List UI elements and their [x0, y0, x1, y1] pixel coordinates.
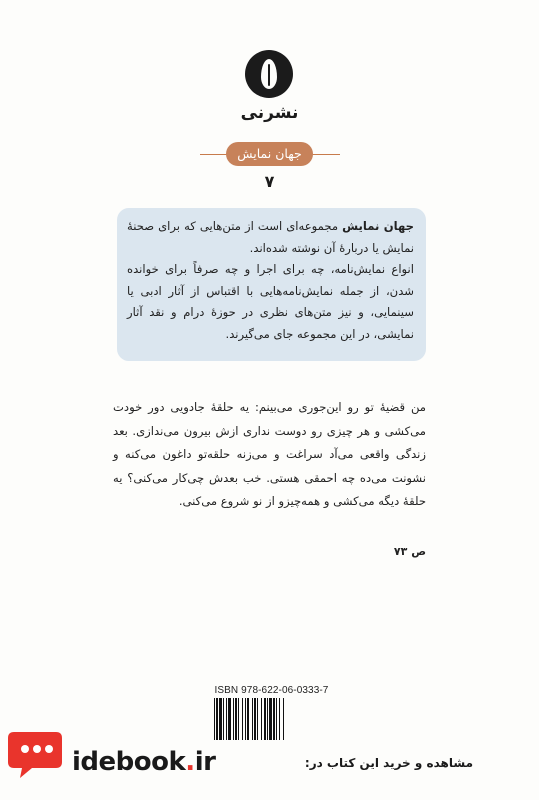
- watermark-brand-dot: .: [185, 747, 195, 777]
- watermark-brand[interactable]: [72, 747, 215, 777]
- isbn-label: ISBN 978-622-06-0333-7: [214, 685, 329, 696]
- watermark-brand-tld: ir: [194, 747, 216, 777]
- series-description-box: [117, 208, 426, 361]
- series-name-badge: جهان نمایش: [226, 142, 313, 166]
- watermark-brand-main: idebook: [72, 747, 186, 777]
- series-number: ۷: [264, 172, 275, 191]
- barcode: [214, 698, 328, 740]
- description-paragraph-1: [127, 216, 414, 259]
- idebook-chat-bubble-icon: [6, 726, 68, 784]
- description-paragraph-2: انواع نمایش‌نامه، چه برای اجرا و چه صرفاً برای خوانده شدن، از جمله نمایش‌نامه‌هایی با اقتباس از آثار ادبی یا سینمایی، و نیز متن‌های نظری در حوزهٔ درام و نقد آثار نمایشی، در این مجموعه جای می‌گیرند.: [127, 262, 414, 341]
- pen-nib-slit: [268, 64, 270, 86]
- description-text-1: مجموعه‌ای است از متن‌هایی که برای صحنهٔ نمایش یا دربارهٔ آن نوشته شده‌اند.: [127, 219, 414, 255]
- quote-page-reference: ص ۷۳: [393, 545, 426, 558]
- description-lead: جهان نمایش: [342, 219, 414, 233]
- publisher-name: نشرنی: [240, 103, 299, 123]
- publisher-logo-icon: [245, 50, 293, 98]
- back-cover-quote: من قضیهٔ تو رو این‌جوری می‌بینم: یه حلقهٔ جادویی دور خودت می‌کشی و هر چیزی رو دوست نداری ازش بیرون می‌ندازی. بعد زندگی واقعی می‌آد سراغت و می‌زنه حلقه‌تو داغون می‌کنه و نشونت می‌ده چه احمقی هستی. خب بعدش چی‌کار می‌کنی؟ یه حلقهٔ دیگه می‌کشی و همه‌چیزو از نو شروع می‌کنی.: [113, 400, 426, 508]
- watermark-caption: مشاهده و خرید این کتاب در:: [304, 756, 473, 770]
